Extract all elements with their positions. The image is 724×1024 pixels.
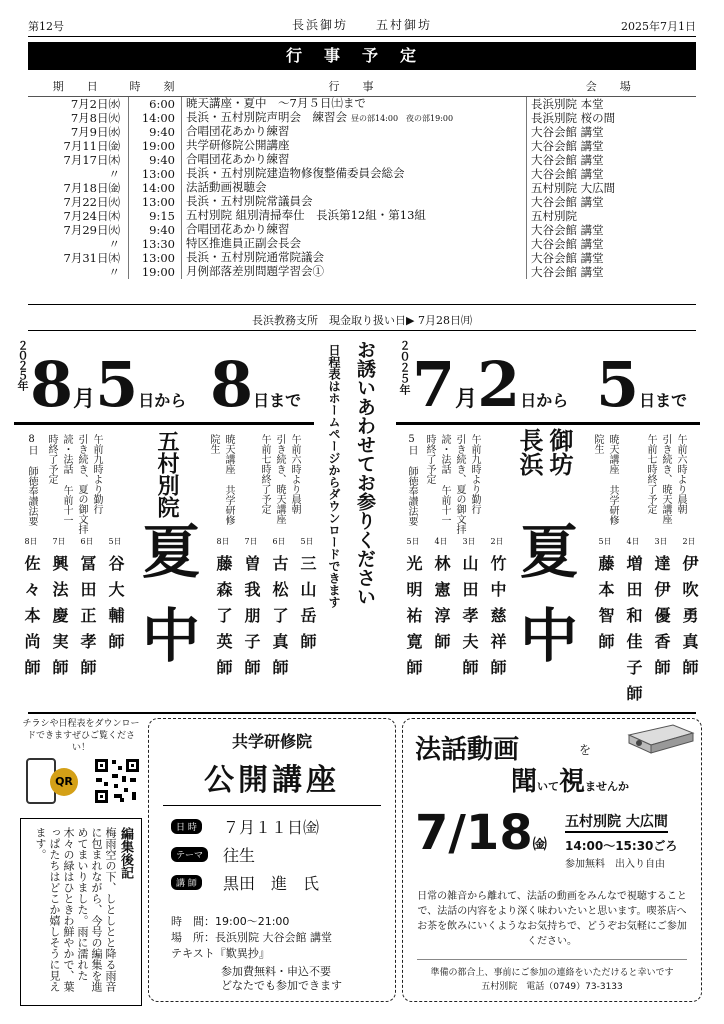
schedule-table [28,76,696,279]
cell-event: 暁天講座・夏中 ～7月５日㈯まで [182,97,527,112]
lecture-speaker: 黒田 進 氏 [223,874,320,893]
issue-number: 第12号 [28,20,64,33]
nagahama-year: ２０２５年 [398,340,411,395]
cell-venue: 大谷会館 講堂 [531,264,604,279]
cell-date: 7月22日㈫ [28,195,129,209]
cell-event: 長浜・五村別院建造物修復整備委員会総会 [182,167,527,181]
cell-event: 共学研修院公開講座 [182,139,527,153]
cell-venue: 大谷会館 講堂 [531,166,604,181]
cell-time: 9:40 [129,125,182,139]
nagahama-sched-3: 暁天講座 共学研修院生 [592,434,618,525]
nagahama-sched-2: 午前九時より勤行 引き続き、夏の御文拝読・法話 午前十一時終了予定 [424,434,480,534]
video-contact: 五村別院 電話（0749）73-3133 [481,982,623,992]
speaker-day: 4日 [626,537,640,546]
cell-date: 7月8日㈫ [28,111,129,125]
schedule-row [28,139,696,153]
speaker-column [624,536,642,711]
video-title-2: を [579,743,592,757]
schedule-row [28,125,696,139]
editor-note-body: 梅雨空の下、しとしとと降る雨音に包まれながら、今号の編集を進めてまいりました。雨に濡れた木々の緑はひときわ鮮やかで、葉っぱたちはどこか嬉しそうに見えます。 [34,827,117,992]
video-box [402,718,702,1002]
speaker-day: 2日 [490,537,504,546]
nagahama-sched-4: 午前六時より晨朝 引き続き、暁天講座 午前七時終了予定 [645,434,686,524]
col-date: 期 日 [28,76,129,97]
video-fee: 参加無料 出入り自由 [565,859,665,870]
lecture-box [148,718,396,1002]
speaker-name: 伊吹勇真師 [680,555,699,685]
cell-venue: 五村別院 大広間 [531,180,616,195]
speaker-day: 2日 [682,537,696,546]
cell-time: 14:00 [129,181,182,195]
cell-date: 〃 [28,167,129,181]
speaker-day: 4日 [434,537,448,546]
video-time: 14:00～15:30ごろ [565,839,678,853]
lecture-place: 場 所：長浜別院 大谷会館 講堂 [171,931,332,944]
qr-code-icon[interactable] [94,758,140,804]
lecture-time: 時 間：19:00～21:00 [171,915,290,928]
speaker-column [270,536,288,685]
video-title-3: 聞いて視ませんか [511,767,630,797]
cash-note: 長浜教務支所 現金取り扱い日▶ 7月28日㈪ [252,314,472,327]
nagahama-end: 5日まで [596,348,688,421]
cell-venue: 大谷会館 講堂 [531,236,604,251]
cell-venue: 大谷会館 講堂 [531,124,604,139]
gomura-title-2: 中 [142,602,201,670]
speaker-day: 7日 [52,537,66,546]
cell-venue: 大谷会館 講堂 [531,152,604,167]
cell-venue: 長浜別院 桜の間 [531,110,616,125]
col-venue: 会 場 [527,76,697,97]
gomura-name: 五村別院 [154,430,180,518]
cell-date: 7月24日㈭ [28,209,129,223]
speaker-column [404,536,422,685]
cell-venue: 五村別院 [531,208,577,223]
lecture-all: どなたでも参加できます [221,979,342,992]
gomura-month: 8月5日から [30,348,187,421]
speaker-name: 達伊優香師 [652,555,671,685]
divider [14,422,314,425]
cell-time: 19:00 [129,265,182,279]
speaker-name: 興法慶実師 [50,555,69,685]
download-note-vertical: 日程表はホームページからダウンロードできます [327,344,341,608]
cell-venue: 大谷会館 講堂 [531,194,604,209]
cell-date: 〃 [28,237,129,251]
cell-event: 月例部落差別問題学習会① [182,265,527,279]
issue-date: 2025年7月1日 [621,20,696,33]
cell-event: 合唱団花あかり練習 [182,223,527,237]
label-speaker: 講 師 [171,875,202,890]
speaker-column [50,536,68,685]
schedule-row [28,195,696,209]
speaker-column [596,536,614,659]
speaker-day: 3日 [462,537,476,546]
speaker-name: 冨田正孝師 [78,555,97,685]
schedule-row [28,111,696,125]
nagahama-title-2: 中 [520,602,579,670]
cell-date: 7月9日㈬ [28,125,129,139]
cell-date: 7月29日㈫ [28,223,129,237]
speaker-column [242,536,260,685]
projector-icon [625,721,697,757]
nagahama-section [396,340,700,710]
lecture-title: 公開講座 [204,763,340,798]
cell-date: 7月2日㈬ [28,97,129,112]
label-date: 日 時 [171,819,202,834]
video-date: 7/18㈮ [415,805,547,861]
cell-event: 長浜・五村別院声明会 練習会 昼の部14:00 夜の部19:00 [182,111,527,125]
cell-event: 特区推進員正副会長会 [182,237,527,251]
gomura-year: ２０２５年 [16,340,29,390]
speaker-column [298,536,316,659]
col-event: 行 事 [182,76,527,97]
cell-venue: 大谷会館 講堂 [531,250,604,265]
lecture-date: ７月１１日㈮ [223,818,320,837]
video-note: 準備の都合上、事前にご参加の連絡をいただけると幸いです [430,968,674,978]
speaker-day: 8日 [24,537,38,546]
speaker-name: 竹中慈祥師 [488,555,507,685]
gomura-section [14,340,317,710]
speaker-name: 三山岳師 [298,555,317,659]
nagahama-name-1: 長浜 [515,428,544,476]
cell-time: 9:15 [129,209,182,223]
speaker-name: 山田孝夫師 [460,555,479,685]
speaker-name: 古松了真師 [270,555,289,685]
cell-date: 7月17日㈭ [28,153,129,167]
cell-event: 合唱団花あかり練習 [182,125,527,139]
video-place: 五村別院 大広間 [565,811,668,833]
speaker-day: 5日 [300,537,314,546]
download-block [22,718,140,814]
cell-time: 13:30 [129,237,182,251]
speaker-name: 藤本智師 [596,555,615,659]
speaker-name: 谷大輔師 [106,555,125,659]
gomura-sched-1: 8日 師徳奉讃法要 [26,434,37,526]
speaker-column [432,536,450,659]
speaker-day: 6日 [272,537,286,546]
video-title-1: 法話動画 [415,735,520,765]
speaker-day: 6日 [80,537,94,546]
cell-time: 13:00 [129,195,182,209]
label-theme: テーマ [171,847,208,862]
speaker-column [652,536,670,685]
divider [417,959,687,960]
section-banner: 行事予定 [28,42,696,70]
cell-time: 6:00 [129,97,182,112]
invitation-text: お誘いあわせてお参りください [354,340,376,606]
speaker-column [460,536,478,685]
cell-event: 合唱団花あかり練習 [182,153,527,167]
video-desc: 日常の雑音から離れて、法話の動画をみんなで視聴することで、法話の内容をより深く味わいたいと思います。喫茶店へお茶を飲みにいくようなお気持ちで、どうぞお気軽にご参加ください。 [417,891,687,947]
speaker-name: 藤森了英師 [214,555,233,685]
nagahama-sched-1: 5日 師徳奉讃法要 [406,434,417,526]
speaker-name: 光明祐寛師 [404,555,423,685]
cell-venue: 大谷会館 講堂 [531,222,604,237]
speaker-day: 5日 [406,537,420,546]
lecture-fee: 参加費無料・申込不要 [221,965,331,978]
gomura-title-1: 夏 [142,518,201,586]
nagahama-month: 7月2日から [412,348,569,421]
cell-date: 7月18日㈮ [28,181,129,195]
nagahama-name-2: 御坊 [545,428,574,476]
cell-date: 7月31日㈭ [28,251,129,265]
speaker-column [106,536,124,659]
cell-date: 7月11日㈮ [28,139,129,153]
masthead-title: 長浜御坊 五村御坊 [291,18,432,32]
schedule-row [28,237,696,251]
divider [163,805,381,806]
speaker-column [22,536,40,685]
speaker-day: 7日 [244,537,258,546]
cell-venue: 長浜別院 本堂 [531,96,604,111]
divider [28,304,696,305]
gomura-sched-4: 午前六時より晨朝 引き続き、暁天講座 午前七時終了予定 [259,434,300,524]
gomura-sched-2: 午前九時より勤行 引き続き、夏の御文拝読・法話 午前十一時終了予定 [46,434,102,534]
gomura-end: 8日まで [210,348,302,421]
editor-note-title: 編集後記 [118,827,133,879]
gomura-sched-3: 暁天講座 共学研修院生 [208,434,234,525]
schedule-row [28,223,696,237]
nagahama-title-1: 夏 [520,518,579,586]
cell-time: 13:00 [129,167,182,181]
divider [28,36,696,37]
divider [28,712,696,714]
cell-event: 長浜・五村別院通常院議会 [182,251,527,265]
schedule-row [28,97,696,112]
cell-event: 五村別院 組別清掃奉仕 長浜第12組・第13組 [182,209,527,223]
cell-venue: 大谷会館 講堂 [531,138,604,153]
qr-badge: QR [50,768,78,796]
schedule-row [28,251,696,265]
speaker-day: 3日 [654,537,668,546]
lecture-theme: 往生 [223,846,256,865]
schedule-row [28,209,696,223]
col-time: 時 刻 [129,76,182,97]
lecture-org: 共学研修院 [231,732,312,751]
speaker-day: 8日 [216,537,230,546]
cell-time: 14:00 [129,111,182,125]
schedule-row [28,153,696,167]
cell-event: 長浜・五村別院常議員会 [182,195,527,209]
speaker-column [78,536,96,685]
speaker-column [214,536,232,685]
schedule-row [28,167,696,181]
divider [28,330,696,331]
speaker-day: 5日 [108,537,122,546]
lecture-text: テキスト『歎異抄』 [171,947,270,960]
schedule-row [28,265,696,279]
cell-time: 19:00 [129,139,182,153]
speaker-name: 増田和佳子師 [624,555,643,711]
editor-note [20,818,142,1006]
divider [396,422,700,425]
masthead [28,14,696,34]
speaker-name: 林憲淳師 [432,555,451,659]
cell-time: 9:40 [129,153,182,167]
cell-event: 法話動画視聴会 [182,181,527,195]
speaker-column [680,536,698,685]
speaker-name: 曽我朋子師 [242,555,261,685]
cell-time: 9:40 [129,223,182,237]
schedule-row [28,181,696,195]
cell-date: 〃 [28,265,129,279]
speaker-day: 5日 [598,537,612,546]
speaker-column [488,536,506,685]
speaker-name: 佐々本尚師 [22,555,41,685]
download-text: チラシや日程表をダウンロードできますぜひご覧ください！ [22,719,140,753]
cell-time: 13:00 [129,251,182,265]
